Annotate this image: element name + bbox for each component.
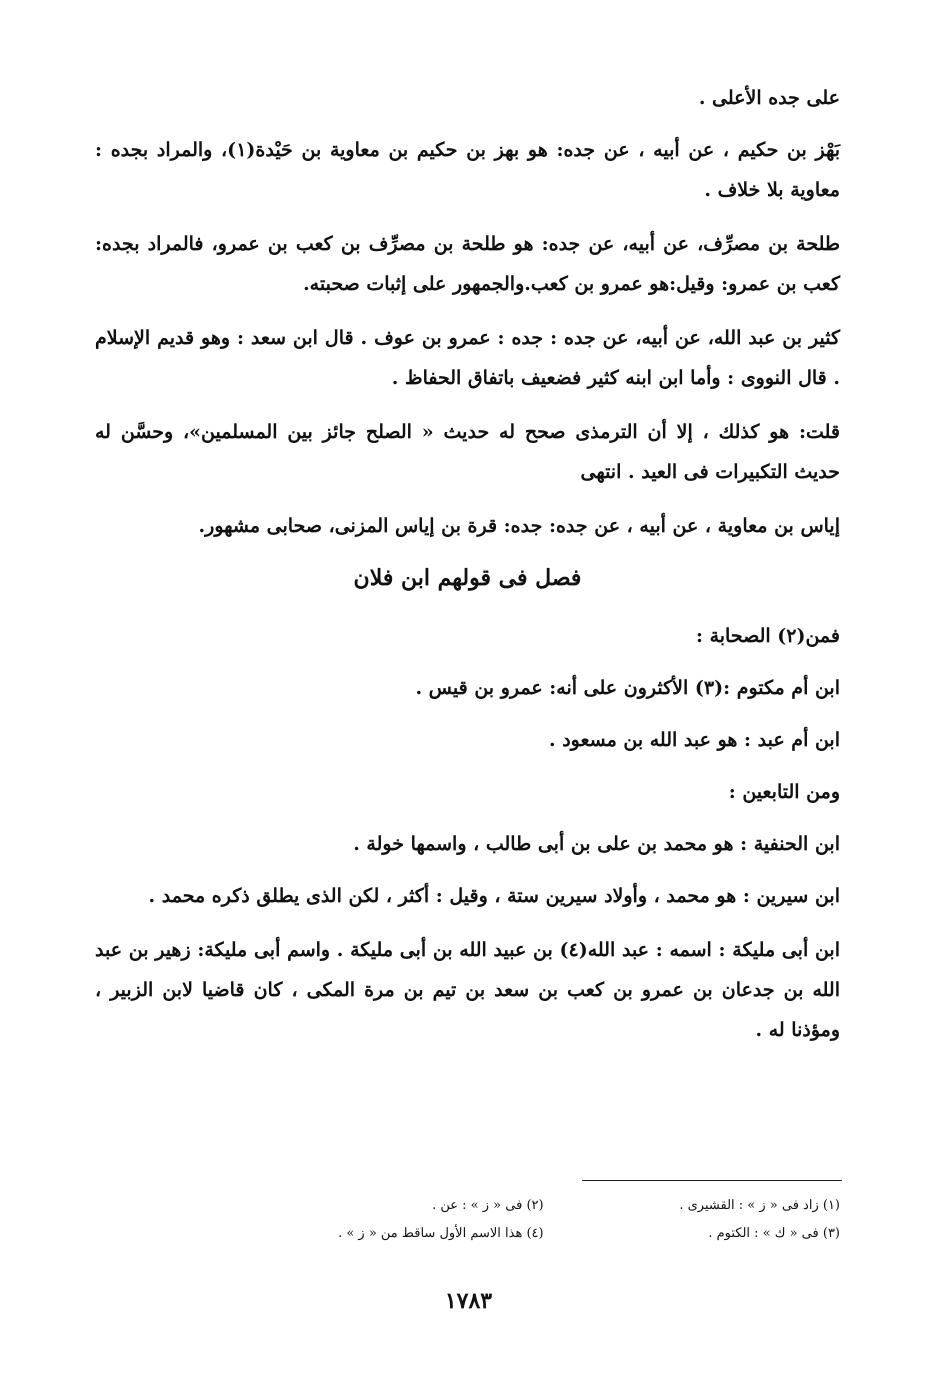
footnote-divider [582,1180,842,1181]
footnote: (٢) فى « ز » : عن . [432,1198,544,1213]
paragraph: ابن أبى مليكة : اسمه : عبد الله(٤) بن عبيد الله بن أبى مليكة . واسم أبى مليكة: زهير بن عبد الله بن جدعان بن عمرو بن كعب بن سعد بن تيم بن مرة المكى ، كان قاضيا لابن الزبير ، ومؤذنا له . [95,939,840,1041]
paragraph: ابن سيرين : هو محمد ، وأولاد سيرين ستة ، وقيل : أكثر ، لكن الذى يطلق ذكره محمد . [148,885,840,907]
footnotes [270,1192,840,1248]
section-heading: فصل فى قولهم ابن فلان [353,565,582,591]
paragraph: ومن التابعين : [728,781,840,803]
paragraph: طلحة بن مصرِّف، عن أبيه، عن جده: هو طلحة بن مصرِّف بن كعب بن عمرو، فالمراد بجده: كعب بن عمرو: وقيل:هو عمرو بن كعب.والجمهور على إثبات صحبته. [95,233,840,295]
paragraph: فمن(٢) الصحابة : [695,625,840,647]
paragraph: إياس بن معاوية ، عن أبيه ، عن جده: جده: قرة بن إياس المزنى، صحابى مشهور. [198,515,840,537]
paragraph: ابن أم عبد : هو عبد الله بن مسعود . [548,729,840,751]
footnote: (٤) هذا الاسم الأول ساقط من « ز » . [338,1226,544,1241]
paragraph: ابن أم مكتوم :(٣) الأكثرون على أنه: عمرو بن قيس . [415,677,840,699]
paragraph: على جده الأعلى . [698,87,840,109]
page-body [95,78,840,1064]
footnote: (١) زاد فى « ز » : القشيرى . [679,1198,840,1213]
footnote-row [270,1192,840,1220]
paragraph: ابن الحنفية : هو محمد بن على بن أبى طالب ، واسمها خولة . [353,833,840,855]
footnote: (٣) فى « ك » : الكتوم . [708,1226,840,1241]
paragraph: كثير بن عبد الله، عن أبيه، عن جده : جده : عمرو بن عوف . قال ابن سعد : وهو قديم الإسلام . قال النووى : وأما ابن ابنه كثير فضعيف باتفاق الحفاظ . [95,327,840,389]
paragraph: بَهْز بن حكيم ، عن أبيه ، عن جده: هو بهز بن حكيم بن معاوية بن حَيْدة(١)، والمراد بجده : معاوية بلا خلاف . [95,139,840,201]
footnote-row [270,1220,840,1248]
paragraph: قلت: هو كذلك ، إلا أن الترمذى صحح له حديث « الصلح جائز بين المسلمين»، وحسَّن له حديث التكبيرات فى العيد . انتهى [95,421,840,483]
page-number: ١٧٨٣ [444,1288,493,1314]
